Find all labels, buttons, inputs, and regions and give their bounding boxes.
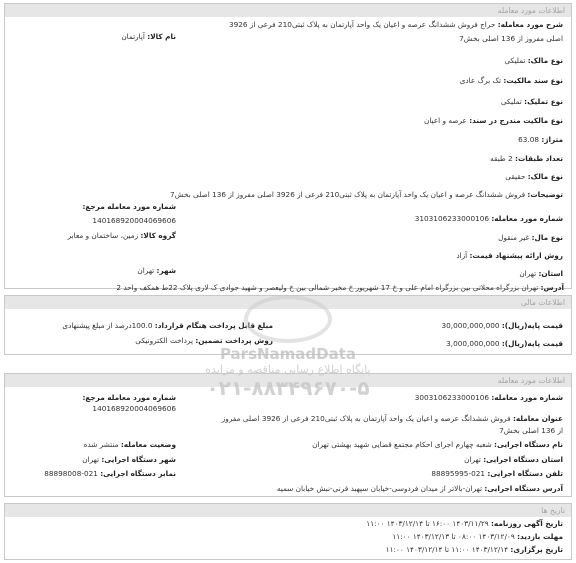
contract-pay-value: 100.0درصد از مبلغ پیشنهادی bbox=[62, 321, 153, 330]
executor-row bbox=[312, 440, 563, 450]
section-header: اطلاعات مورد معامله bbox=[5, 374, 571, 387]
explanations-value: فروش ششدانگ عرصه و اعیان یک واحد آپارتمان به پلاک ثبتی210 فرعی از 3926 اصلی مفروز از 136 اصلی بخش7 bbox=[170, 190, 526, 199]
ref-number-label: شماره مورد معامله مرجع: bbox=[82, 202, 176, 211]
ref-number-label: شماره مورد معامله مرجع: bbox=[82, 393, 176, 402]
description-row bbox=[229, 20, 563, 30]
offer-method-row bbox=[456, 251, 563, 261]
publish-date-row bbox=[366, 519, 563, 529]
deal-item-section bbox=[4, 3, 572, 289]
section-header: تاریخ ها bbox=[5, 504, 571, 517]
publish-date-value: ۱۴۰۳/۱۱/۲۹ ۱۶:۰۰ تا ۱۴۰۳/۱۲/۱۴ ۱۱:۰۰ bbox=[366, 519, 489, 528]
asset-type-label: نوع مال: bbox=[531, 233, 563, 242]
deal-number-row bbox=[415, 214, 563, 224]
watermark-tagline: پایگاه اطلاع رسانی مناقصه و مزایده bbox=[205, 363, 371, 376]
explanations-row bbox=[170, 190, 563, 200]
asset-type-row bbox=[498, 233, 563, 243]
guarantee-method-label: روش پرداخت تضمین: bbox=[195, 336, 273, 345]
executor-phone-label: تلفن دستگاه اجرایی: bbox=[487, 469, 563, 478]
ref-number-value: 140168920004069606 bbox=[92, 216, 176, 225]
possession-type-row bbox=[501, 97, 563, 107]
executor-city-label: شهر دستگاه اجرایی: bbox=[101, 455, 176, 464]
deal-number-label: شماره مورد معامله: bbox=[491, 214, 563, 223]
deed-ownership-value: عرصه و اعيان bbox=[424, 116, 467, 125]
offer-method-value: آزاد bbox=[456, 251, 468, 260]
executor-address-value: تهران-بالاتر از میدان فردوسی-خیابان سپهبد قرنی-نبش خیابان سمیه bbox=[276, 484, 483, 493]
organization-section bbox=[4, 373, 572, 497]
floors-label: تعداد طبقات: bbox=[515, 154, 563, 163]
asset-type-value: غیر منقول bbox=[498, 233, 530, 242]
deal-status-value: منتشر شده bbox=[83, 440, 119, 449]
province-value: تهران bbox=[519, 269, 537, 278]
executor-phone-value: 88895995-021 bbox=[431, 469, 486, 478]
address-row bbox=[116, 283, 564, 293]
ref-number-value: 140168920004069606 bbox=[92, 404, 176, 413]
watermark-name: ParsNamadData bbox=[219, 345, 357, 363]
goods-group-label: گروه کالا: bbox=[140, 231, 176, 240]
deal-title-label: عنوان معامله: bbox=[512, 414, 563, 423]
guarantee-method-value: پرداخت الکترونیکی bbox=[135, 336, 193, 345]
base-price2-row bbox=[446, 339, 563, 349]
contract-pay-label: مبلغ قابل پرداخت هنگام قرارداد: bbox=[154, 321, 273, 330]
city-value: تهران bbox=[137, 266, 155, 275]
description-continued: اصلی مفروز از 136 اصلی بخش7 bbox=[459, 34, 563, 43]
deal-number-value: 3003106233000106 bbox=[414, 393, 490, 402]
executor-fax-label: نمابر دستگاه اجرایی: bbox=[100, 469, 176, 478]
deed-type-label: نوع سند مالکیت: bbox=[503, 76, 563, 85]
owner-type-label: نوع مالک: bbox=[527, 172, 563, 181]
floors-value: 2 طبقه bbox=[490, 154, 513, 163]
base-price2-value: 3,000,000,000 bbox=[446, 339, 500, 348]
deed-ownership-row bbox=[424, 116, 563, 126]
visit-deadline-row bbox=[392, 532, 563, 542]
dates-section bbox=[4, 503, 572, 560]
city-label: شهر: bbox=[156, 266, 176, 275]
guarantee-method-row bbox=[135, 336, 273, 346]
floors-row bbox=[490, 154, 563, 164]
area-label: متراژ: bbox=[541, 135, 563, 144]
item-name-value: آپارتمان bbox=[121, 32, 145, 41]
goods-group-row bbox=[68, 231, 176, 241]
base-price-value: 30,000,000,000 bbox=[441, 321, 500, 330]
base-price-label: قیمت پایه(ریال): bbox=[501, 321, 563, 330]
visit-deadline-value: ۱۴۰۳/۱۲/۰۹ ۰۸:۰۰ تا ۱۴۰۳/۱۲/۱۳ ۱۱:۰۰ bbox=[392, 532, 515, 541]
section-header: اطلاعات مالی bbox=[5, 296, 571, 309]
province-label: استان: bbox=[538, 269, 563, 278]
area-row bbox=[518, 135, 563, 145]
executor-city-value: تهران bbox=[82, 455, 100, 464]
address-value: تهران بزرگراه محلاتی بین بزرگراه امام علی و خ 17 شهریور خ مخبر شمالی بین خ ولیعصر و شهید جوادی ک لاری پلاک 22ط همکف واحد 2 bbox=[116, 283, 539, 292]
deal-title-value: فروش ششدانگ عرصه و اعیان یک واحد آپارتمان به پلاک ثبتی210 فرعی از 3926 اصلی مفروز bbox=[221, 414, 511, 423]
deal-title-row bbox=[222, 414, 563, 424]
visit-deadline-label: مهلت بازدید: bbox=[517, 532, 563, 541]
base-price-row bbox=[441, 321, 563, 331]
section-header: اطلاعات مورد معامله bbox=[5, 4, 571, 17]
holding-date-value: ۱۴۰۳/۱۲/۱۴ ۱۱:۰۰ تا ۱۴۰۳/۱۲/۱۴ ۱۱:۰۰ bbox=[385, 545, 509, 554]
ownership-type-label: نوع مالک: bbox=[527, 56, 563, 65]
deal-status-label: وضعیت معامله: bbox=[120, 440, 176, 449]
executor-city-row bbox=[82, 455, 176, 465]
executor-fax-value: 88898008-021 bbox=[44, 469, 98, 478]
owner-type-value: حقیقی bbox=[505, 172, 526, 181]
executor-phone-row bbox=[431, 469, 563, 479]
deed-ownership-label: نوع مالکیت مندرج در سند: bbox=[469, 116, 563, 125]
description-label: شرح مورد معامله: bbox=[497, 20, 563, 29]
ownership-type-row bbox=[504, 56, 563, 66]
area-value: 63.08 bbox=[518, 135, 540, 144]
province-row bbox=[519, 269, 563, 279]
publish-date-label: تاریخ آگهی روزنامه: bbox=[491, 519, 563, 528]
contract-pay-row bbox=[62, 321, 273, 331]
executor-value: شعبه چهارم اجرای احکام مجتمع قضایی شهید بهشتی تهران bbox=[312, 440, 492, 449]
executor-address-label: آدرس دستگاه اجرایی: bbox=[484, 484, 563, 493]
address-label: آدرس: bbox=[540, 283, 564, 292]
possession-type-value: تمليکی bbox=[500, 97, 522, 106]
executor-province-row bbox=[464, 455, 563, 465]
deed-type-value: تک برگ عادی bbox=[459, 76, 502, 85]
holding-date-label: تاریخ برگزاری: bbox=[510, 545, 563, 554]
financial-section bbox=[4, 295, 572, 355]
executor-province-label: استان دستگاه اجرایی: bbox=[483, 455, 563, 464]
deal-number-label: شماره مورد معامله: bbox=[491, 393, 563, 402]
executor-province-value: تهران bbox=[464, 455, 481, 464]
deal-status-row bbox=[84, 440, 176, 450]
possession-type-label: نوع تملیک: bbox=[524, 97, 563, 106]
executor-address-row bbox=[277, 484, 563, 494]
watermark-phone: ۰۲۱-۸۸۳۴۹۶۷۰-۵ bbox=[206, 376, 370, 400]
item-name-row bbox=[121, 32, 176, 42]
explanations-label: توضیحات: bbox=[527, 190, 563, 199]
ownership-type-value: تمليکی bbox=[504, 56, 526, 65]
executor-fax-row bbox=[44, 469, 176, 479]
deal-number-value: 3103106233000106 bbox=[414, 214, 490, 223]
goods-group-value: زمین، ساختمان و معابر bbox=[67, 231, 139, 240]
deed-type-row bbox=[460, 76, 563, 86]
offer-method-label: روش ارائه پیشنهاد قیمت: bbox=[469, 251, 563, 260]
deal-title-continued: از 136 اصلی بخش7 bbox=[499, 426, 563, 435]
owner-type-row bbox=[505, 172, 563, 182]
base-price2-label: قیمت پایه(ریال): bbox=[501, 339, 563, 348]
item-name-label: نام کالا: bbox=[147, 32, 176, 41]
deal-number-row bbox=[415, 393, 563, 403]
description-value: حراج فروش ششدانگ عرصه و اعیان یک واحد آپارتمان به پلاک ثبتی210 فرعی از 3926 bbox=[228, 20, 496, 29]
city-row bbox=[137, 266, 176, 276]
holding-date-row bbox=[386, 545, 563, 555]
executor-label: نام دستگاه اجرایی: bbox=[494, 440, 563, 449]
